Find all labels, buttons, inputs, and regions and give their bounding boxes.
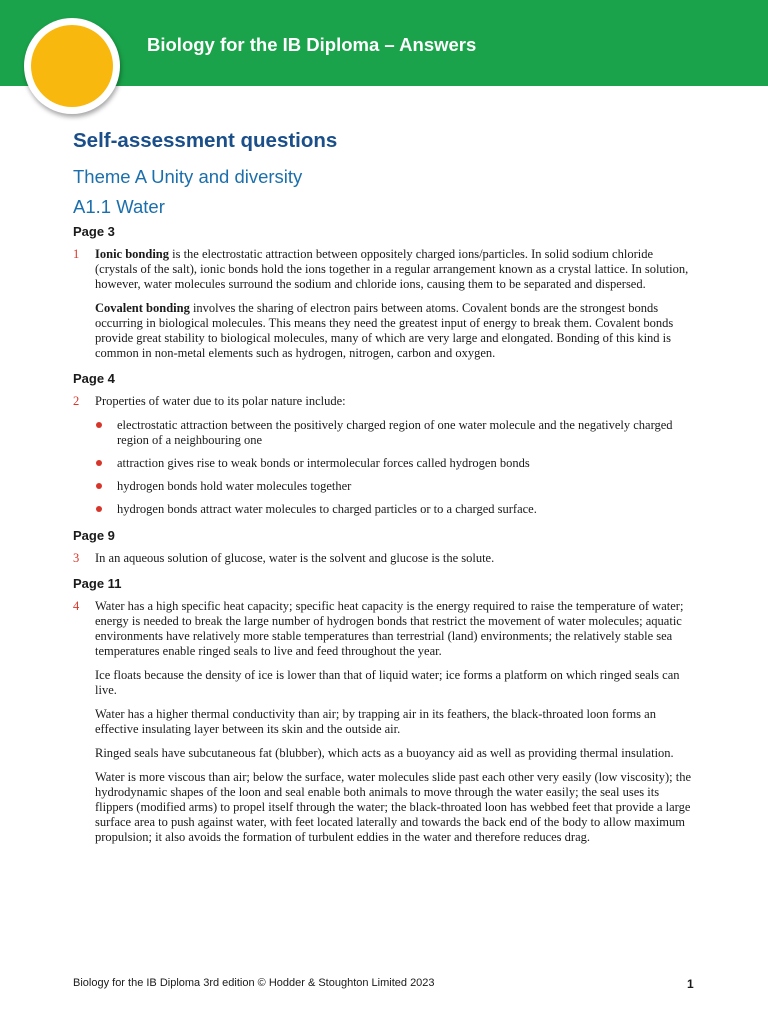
bullet-icon [96,506,102,512]
theme-heading: Theme A Unity and diversity [73,166,303,187]
bullet-list [95,418,698,517]
bullet-icon [96,483,102,489]
bullet-text: hydrogen bonds attract water molecules to charged particles or to a charged surface. [117,502,537,516]
page-label: Page 4 [73,371,115,386]
question-item [73,599,698,845]
question-item [73,551,698,566]
page-label: Page 9 [73,528,115,543]
page-label: Page 11 [73,576,122,591]
answer-intro: Properties of water due to its polar nature include: [95,394,346,408]
page-number: 1 [687,977,694,991]
question-number: 3 [73,551,80,565]
section-heading: Self-assessment questions [73,129,338,152]
topic-heading: A1.1 Water [73,196,165,217]
question-item [73,247,698,361]
page-label: Page 3 [73,224,115,239]
logo-orange-disc [31,25,113,107]
answer-paragraph [95,247,698,292]
list-item [95,456,698,471]
logo-circle [24,18,120,114]
answer-paragraph: Ice floats because the density of ice is lower than that of liquid water; ice forms a platform on which ringed seals can live. [95,668,680,697]
question-item [73,394,698,517]
main-content [73,126,698,854]
list-item [95,418,698,448]
list-item [95,479,698,494]
bullet-icon [96,422,102,428]
bold-term: Covalent bonding [95,301,190,315]
answer-paragraph: Water is more viscous than air; below the surface, water molecules slide past each other very easily (low viscosity); the hydrodynamic shapes of the loon and seal enable both animals to move through the water easily; the seal uses its flippers (modified arms) to propel itself through the water; the black-throated loon has webbed feet that provide a large surface area to push against water, with feet located laterally and towards the back end of the body to allow maximum propulsion; it also avoids the formation of turbulent eddies in the water and therefore reduces drag. [95,770,692,844]
bullet-text: attraction gives rise to weak bonds or intermolecular forces called hydrogen bonds [117,456,530,470]
bullet-text: hydrogen bonds hold water molecules together [117,479,352,493]
answer-paragraph: In an aqueous solution of glucose, water is the solvent and glucose is the solute. [95,551,495,565]
answer-paragraph [95,301,698,361]
answer-paragraph: Water has a high specific heat capacity; specific heat capacity is the energy required to raise the temperature of water; energy is needed to break the large number of hydrogen bonds that restrict the movement of water molecules; aquatic environments have relatively more stable temperatures than terrestrial (land) environments; the relatively stable sea temperatures enable ringed seals to live and feed throughout the year. [95,599,684,658]
footer-copyright: Biology for the IB Diploma 3rd edition © Hodder & Stoughton Limited 2023 [73,977,435,989]
answer-text: is the electrostatic attraction between oppositely charged ions/particles. In solid sodium chloride (crystals of the salt), ionic bonds hold the ions together in a regular arrangement known as a crystal lattice. In solution, however, water molecules surround the sodium and chloride ions, causing them to be separated and dispersed. [95,247,689,291]
answer-paragraph: Water has a higher thermal conductivity than air; by trapping air in its feathers, the black-throated loon forms an effective insulating layer between its skin and the outside air. [95,707,656,736]
header-title: Biology for the IB Diploma – Answers [147,34,477,55]
bullet-text: electrostatic attraction between the positively charged region of one water molecule and the negatively charged region of a neighbouring one [117,418,673,447]
question-number: 4 [73,599,80,613]
bullet-icon [96,460,102,466]
bold-term: Ionic bonding [95,247,169,261]
list-item [95,502,698,517]
question-number: 2 [73,394,80,408]
question-number: 1 [73,247,80,261]
answer-text: involves the sharing of electron pairs between atoms. Covalent bonds are the strongest bonds occurring in biological molecules. This means they need the greatest input of energy to break them. Covalent bonds provide great stability to biological molecules, many of which are very large and elongated. Bonding of this kind is common in non-metal elements such as hydrogen, nitrogen, carbon and oxygen. [95,301,674,360]
answer-paragraph: Ringed seals have subcutaneous fat (blubber), which acts as a buoyancy aid as well as providing thermal insulation. [95,746,674,760]
